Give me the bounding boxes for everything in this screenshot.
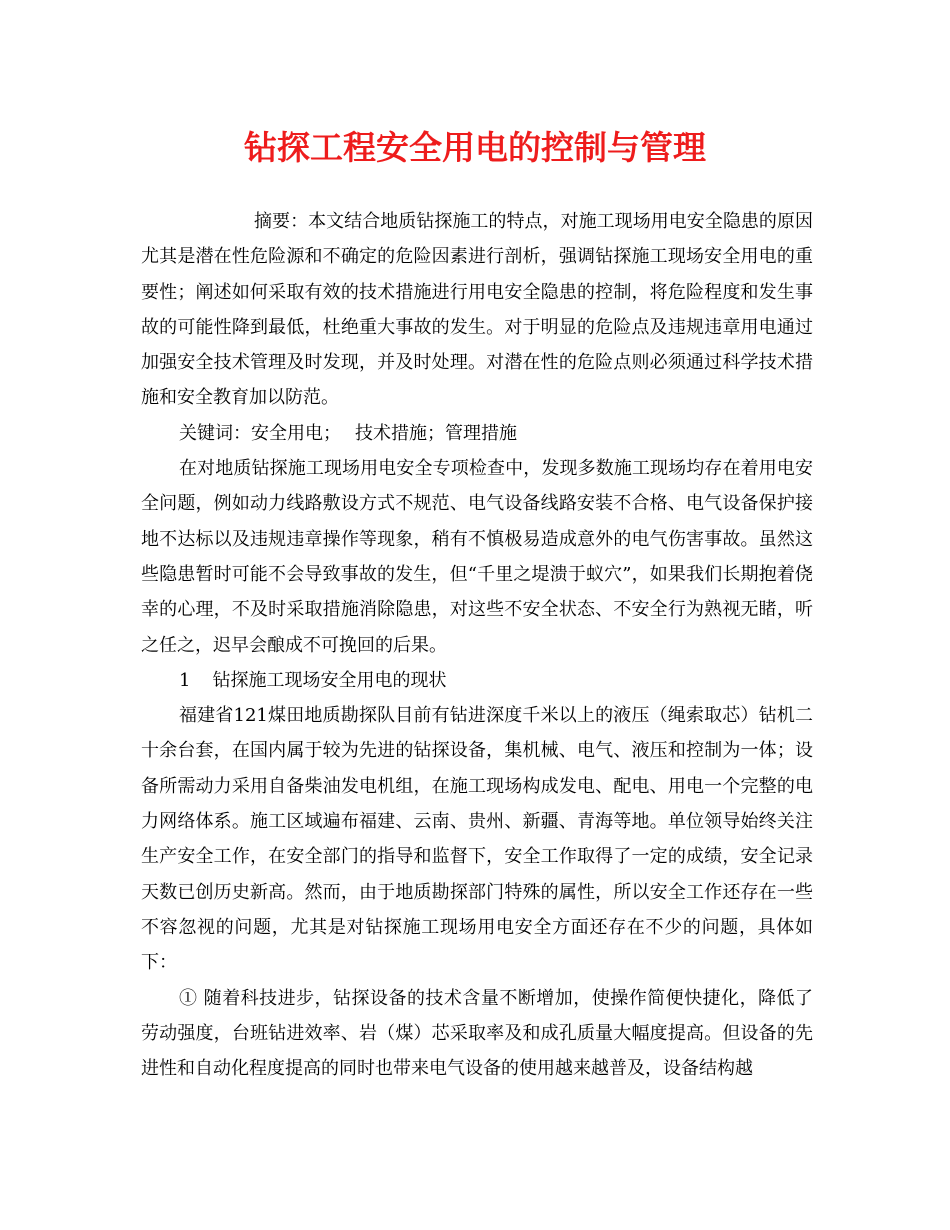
section-title: 钻探施工现场安全用电的现状 — [212, 669, 447, 691]
keywords-line — [141, 416, 813, 451]
body-paragraph: ① 随着科技进步，钻探设备的技术含量不断增加，使操作简便快捷化，降低了劳动强度，台班钻进效率、岩（煤）芯采取率及和成孔质量大幅度提高。但设备的先进性和自动化程度提高的同时也带来电气设备的使用越来越普及，设备结构越 — [141, 987, 813, 1080]
abstract-paragraph: 摘要：本文结合地质钻探施工的特点，对施工现场用电安全隐患的原因尤其是潜在性危险源和不确定的危险因素进行剖析，强调钻探施工现场安全用电的重要性；阐述如何采取有效的技术措施进行用电安全隐患的控制，将危险程度和发生事故的可能性降到最低，杜绝重大事故的发生。对于明显的危险点及违规违章用电通过加强安全技术管理及时发现，并及时处理。对潜在性的危险点则必须通过科学技术措施和安全教育加以防范。 — [141, 211, 813, 409]
document-title: 钻探工程安全用电的控制与管理 — [244, 128, 706, 167]
body-paragraph: 福建省121煤田地质勘探队目前有钻进深度千米以上的液压（绳索取芯）钻机二十余台套，在国内属于较为先进的钻探设备，集机械、电气、液压和控制为一体；设备所需动力采用自备柴油发电机组，在施工现场构成发电、配电、用电一个完整的电力网络体系。施工区域遍布福建、云南、贵州、新疆、青海等地。单位领导始终关注生产安全工作，在安全部门的指导和监督下，安全工作取得了一定的成绩，安全记录天数已创历史新高。然而，由于地质勘探部门特殊的属性，所以安全工作还存在一些不容忽视的问题，尤其是对钻探施工现场用电安全方面还存在不少的问题，具体如下： — [141, 705, 813, 974]
body-paragraph: 在对地质钻探施工现场用电安全专项检查中，发现多数施工现场均存在着用电安全问题，例如动力线路敷设方式不规范、电气设备线路安装不合格、电气设备保护接地不达标以及违规违章操作等现象，稍有不慎极易造成意外的电气伤害事故。虽然这些隐患暂时可能不会导致事故的发生，但“千里之堤溃于蚁穴”，如果我们长期抱着侥幸的心理，不及时采取措施消除隐患，对这些不安全状态、不安全行为熟视无睹，听之任之，迟早会酿成不可挽回的后果。 — [141, 458, 813, 656]
keyword-item: 技术措施； — [355, 422, 445, 444]
keywords-label: 关键词： — [179, 422, 251, 444]
keyword-item: 管理措施 — [445, 422, 517, 444]
keyword-item: 安全用电； — [251, 422, 341, 444]
section-number: 1 — [179, 669, 191, 691]
document-body — [141, 204, 813, 1086]
section-heading — [141, 663, 813, 698]
